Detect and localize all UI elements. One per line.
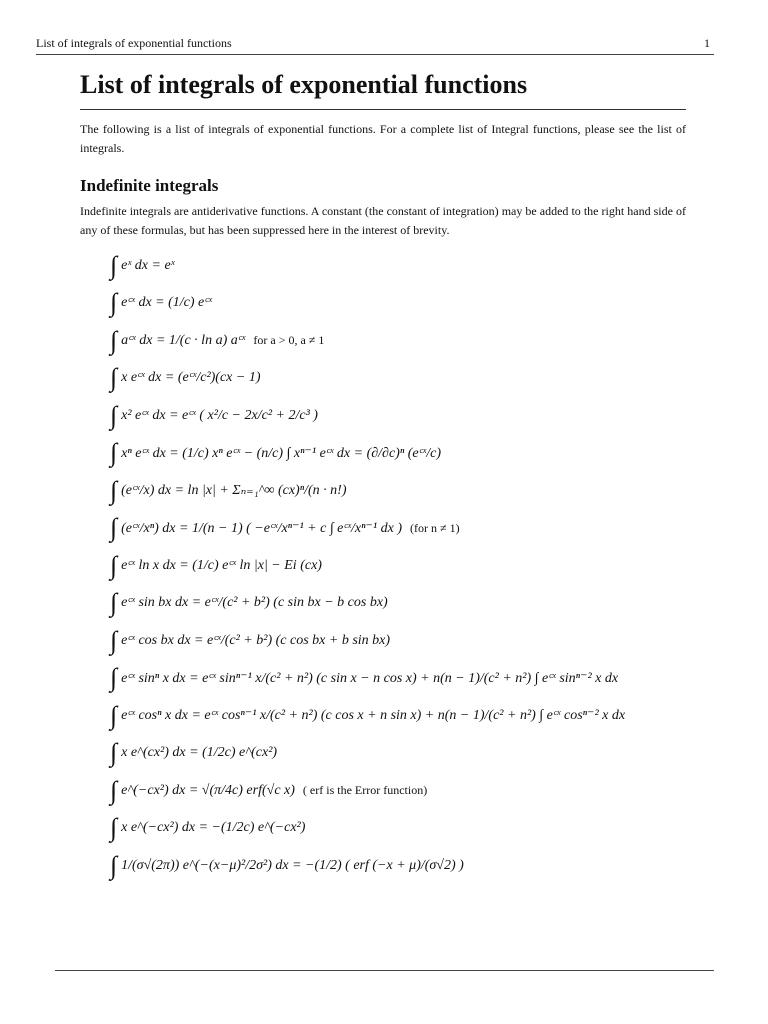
formula-expression: xⁿ eᶜˣ dx = (1/c) xⁿ eᶜˣ − (n/c) ∫ xⁿ⁻¹ eᶜˣ dx = (∂/∂c)ⁿ (eᶜˣ/c)	[121, 445, 442, 461]
integral-sign: ∫	[110, 700, 118, 730]
formula-13	[110, 697, 730, 735]
formula-expression: (eᶜˣ/xⁿ) dx = 1/(n − 1) ( −eᶜˣ/xⁿ⁻¹ + c ∫ eᶜˣ/xⁿ⁻¹ dx )	[121, 520, 402, 536]
formula-3	[110, 322, 730, 360]
integral-sign: ∫	[110, 625, 118, 655]
formula-expression: x e^(−cx²) dx = −(1/2c) e^(−cx²)	[121, 820, 306, 836]
integral-sign: ∫	[110, 588, 118, 618]
integral-sign: ∫	[110, 400, 118, 430]
formula-expression: (eᶜˣ/x) dx = ln |x| + Σₙ₌₁^∞ (cx)ⁿ/(n · n!)	[121, 483, 347, 499]
formula-17	[110, 847, 730, 885]
formula-note: for a > 0, a ≠ 1	[253, 333, 325, 348]
running-title: List of integrals of exponential functions	[36, 36, 232, 50]
integral-sign: ∫	[110, 250, 118, 280]
integral-sign: ∫	[110, 325, 118, 355]
formula-10	[110, 585, 730, 623]
footer-divider	[55, 970, 714, 971]
formula-expression: eᶜˣ cosⁿ x dx = eᶜˣ cosⁿ⁻¹ x/(c² + n²) (c cos x + n sin x) + n(n − 1)/(c² + n²) ∫ eᶜˣ cosⁿ⁻² x dx	[121, 708, 626, 724]
formula-14	[110, 735, 730, 773]
formula-expression: aᶜˣ dx = 1/(c · ln a) aᶜˣ	[121, 332, 246, 348]
page-title: List of integrals of exponential functions	[80, 70, 528, 99]
formula-11	[110, 622, 730, 660]
integral-sign: ∫	[110, 850, 118, 880]
formula-expression: x² eᶜˣ dx = eᶜˣ ( x²/c − 2x/c² + 2/c³ )	[121, 407, 318, 423]
formula-7	[110, 472, 730, 510]
formula-expression: eᶜˣ sin bx dx = eᶜˣ/(c² + b²) (c sin bx − b cos bx)	[121, 595, 388, 611]
formula-5	[110, 397, 730, 435]
formula-note: ( erf is the Error function)	[302, 783, 428, 798]
formula-4	[110, 360, 730, 398]
integral-sign: ∫	[110, 288, 118, 318]
formula-expression: eᶜˣ sinⁿ x dx = eᶜˣ sinⁿ⁻¹ x/(c² + n²) (c sin x − n cos x) + n(n − 1)/(c² + n²) ∫ eᶜˣ sinⁿ⁻² x dx	[121, 670, 619, 686]
title-divider	[80, 109, 686, 110]
formula-16	[110, 810, 730, 848]
integral-sign: ∫	[110, 813, 118, 843]
formula-2	[110, 285, 730, 323]
integral-sign: ∫	[110, 663, 118, 693]
section-paragraph: Indefinite integrals are antiderivative functions. A constant (the constant of integration) may be added to the right hand side of any of these formulas, but has been suppressed here in the interest of brevity.	[80, 204, 686, 237]
formula-note: (for n ≠ 1)	[410, 520, 460, 535]
integral-sign: ∫	[110, 513, 118, 543]
formula-expression: 1/(σ√(2π)) e^(−(x−μ)²/2σ²) dx = −(1/2) ( erf (−x + μ)/(σ√2) )	[121, 857, 464, 873]
formula-expression: eˣ dx = eˣ	[121, 257, 175, 273]
intro-paragraph: The following is a list of integrals of exponential functions. For a complete list of Integral functions, please see the list of integrals.	[80, 122, 686, 155]
running-header	[36, 36, 714, 51]
formula-expression: x eᶜˣ dx = (eᶜˣ/c²)(cx − 1)	[121, 370, 261, 386]
formula-12	[110, 660, 730, 698]
formula-9	[110, 547, 730, 585]
header-divider	[36, 54, 714, 55]
formula-list	[110, 247, 730, 885]
integral-sign: ∫	[110, 475, 118, 505]
section-heading: Indefinite integrals	[80, 176, 219, 195]
formula-15	[110, 772, 730, 810]
page-number: 1	[704, 36, 710, 50]
formula-expression: x e^(cx²) dx = (1/2c) e^(cx²)	[121, 745, 278, 761]
integral-sign: ∫	[110, 738, 118, 768]
formula-1	[110, 247, 730, 285]
formula-expression: eᶜˣ ln x dx = (1/c) eᶜˣ ln |x| − Ei (cx)	[121, 557, 322, 573]
formula-expression: eᶜˣ dx = (1/c) eᶜˣ	[121, 295, 212, 311]
formula-6	[110, 435, 730, 473]
formula-expression: eᶜˣ cos bx dx = eᶜˣ/(c² + b²) (c cos bx + b sin bx)	[121, 632, 391, 648]
integral-sign: ∫	[110, 550, 118, 580]
formula-8	[110, 510, 730, 548]
integral-sign: ∫	[110, 363, 118, 393]
integral-sign: ∫	[110, 775, 118, 805]
integral-sign: ∫	[110, 438, 118, 468]
formula-expression: e^(−cx²) dx = √(π/4c) erf(√c x)	[121, 782, 295, 798]
